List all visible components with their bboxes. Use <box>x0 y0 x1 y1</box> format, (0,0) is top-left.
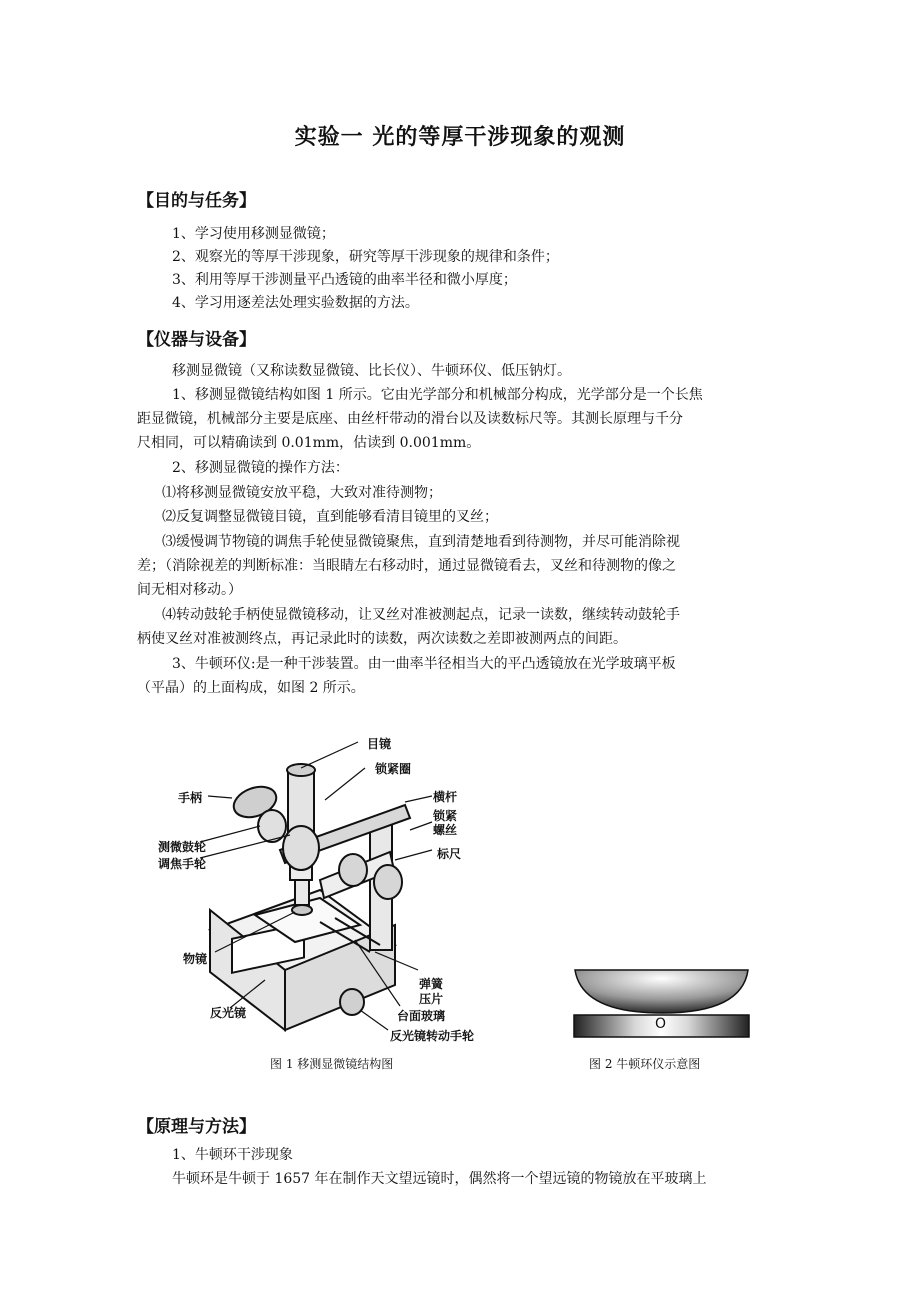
label-spring: 压片 <box>419 992 444 1006</box>
plano-convex-lens <box>575 970 748 1013</box>
figure1-caption: 图 1 移测显微镜结构图 <box>270 1057 394 1071</box>
equipment-line: 2、移测显微镜的操作方法： <box>172 460 349 476</box>
label-objective: 物镜 <box>183 952 208 966</box>
label-drum-wheel: 测微鼓轮 <box>158 840 207 854</box>
figure2-caption: 图 2 牛顿环仪示意图 <box>589 1057 701 1071</box>
label-eyepiece: 目镜 <box>367 737 392 751</box>
equipment-line: 尺相同，可以精确读到 0.01mm，估读到 0.001mm。 <box>137 435 481 451</box>
label-mirror-knob: 反光镜转动手轮 <box>390 1029 475 1043</box>
equipment-line: 距显微镜，机械部分主要是底座、由丝杆带动的滑台以及读数标尺等。其测长原理与千分 <box>137 411 683 427</box>
newton-ring-diagram <box>570 965 755 1045</box>
label-lock-ring: 锁紧圈 <box>375 762 412 776</box>
equipment-line: ⑶缓慢调节物镜的调焦手轮使显微镜聚焦，直到清楚地看到待测物，并尽可能消除视 <box>162 534 680 550</box>
label-stage-glass: 台面玻璃 <box>397 1009 446 1023</box>
equipment-heading: 【仪器与设备】 <box>137 330 256 350</box>
label-handle: 手柄 <box>178 791 203 805</box>
purpose-item: 1、学习使用移测显微镜； <box>172 226 335 242</box>
equipment-line: ⑷转动鼓轮手柄使显微镜移动，让叉丝对准被测起点，记录一读数，继续转动鼓轮手 <box>162 607 680 623</box>
microscope-diagram <box>170 730 510 1048</box>
equipment-line: 间无相对移动。） <box>137 582 242 598</box>
contact-point-label: O <box>655 1016 667 1032</box>
principle-heading: 【原理与方法】 <box>137 1117 256 1137</box>
label-mirror: 反光镜 <box>210 1006 247 1020</box>
label-scale: 标尺 <box>437 847 462 861</box>
label-spring: 弹簧 <box>419 977 444 991</box>
label-lock-screw: 锁紧 <box>433 809 458 823</box>
label-crossbar: 横杆 <box>433 790 458 804</box>
equipment-line: 移测显微镜（又称读数显微镜、比长仪）、牛顿环仪、低压钠灯。 <box>172 363 571 379</box>
purpose-item: 2、观察光的等厚干涉现象，研究等厚干涉现象的规律和条件； <box>172 249 559 265</box>
purpose-heading: 【目的与任务】 <box>137 191 256 211</box>
equipment-line: 差；（消除视差的判断标准：当眼睛左右移动时，通过显微镜看去，叉丝和待测物的像之 <box>137 558 676 574</box>
page-title: 实验一 光的等厚干涉现象的观测 <box>294 125 626 150</box>
label-focus-wheel: 调焦手轮 <box>158 857 207 871</box>
principle-line: 牛顿环是牛顿于 1657 年在制作天文望远镜时，偶然将一个望远镜的物镜放在平玻璃上 <box>172 1171 707 1187</box>
purpose-item: 4、学习用逐差法处理实验数据的方法。 <box>172 295 419 311</box>
equipment-line: （平晶）的上面构成，如图 2 所示。 <box>137 680 365 696</box>
equipment-line: 柄使叉丝对准被测终点，再记录此时的读数，两次读数之差即被测两点的间距。 <box>137 631 627 647</box>
equipment-line: 3、牛顿环仪:是一种干涉装置。由一曲率半径相当大的平凸透镜放在光学玻璃平板 <box>172 656 676 672</box>
label-lock-screw: 螺丝 <box>433 823 458 837</box>
equipment-line: ⑵反复调整显微镜目镜，直到能够看清目镜里的叉丝； <box>162 509 498 525</box>
equipment-line: 1、移测显微镜结构如图 1 所示。它由光学部分和机械部分构成，光学部分是一个长焦 <box>172 387 703 403</box>
purpose-item: 3、利用等厚干涉测量平凸透镜的曲率半径和微小厚度； <box>172 272 517 288</box>
principle-line: 1、牛顿环干涉现象 <box>172 1147 293 1163</box>
equipment-line: ⑴将移测显微镜安放平稳，大致对准待测物； <box>162 485 442 501</box>
